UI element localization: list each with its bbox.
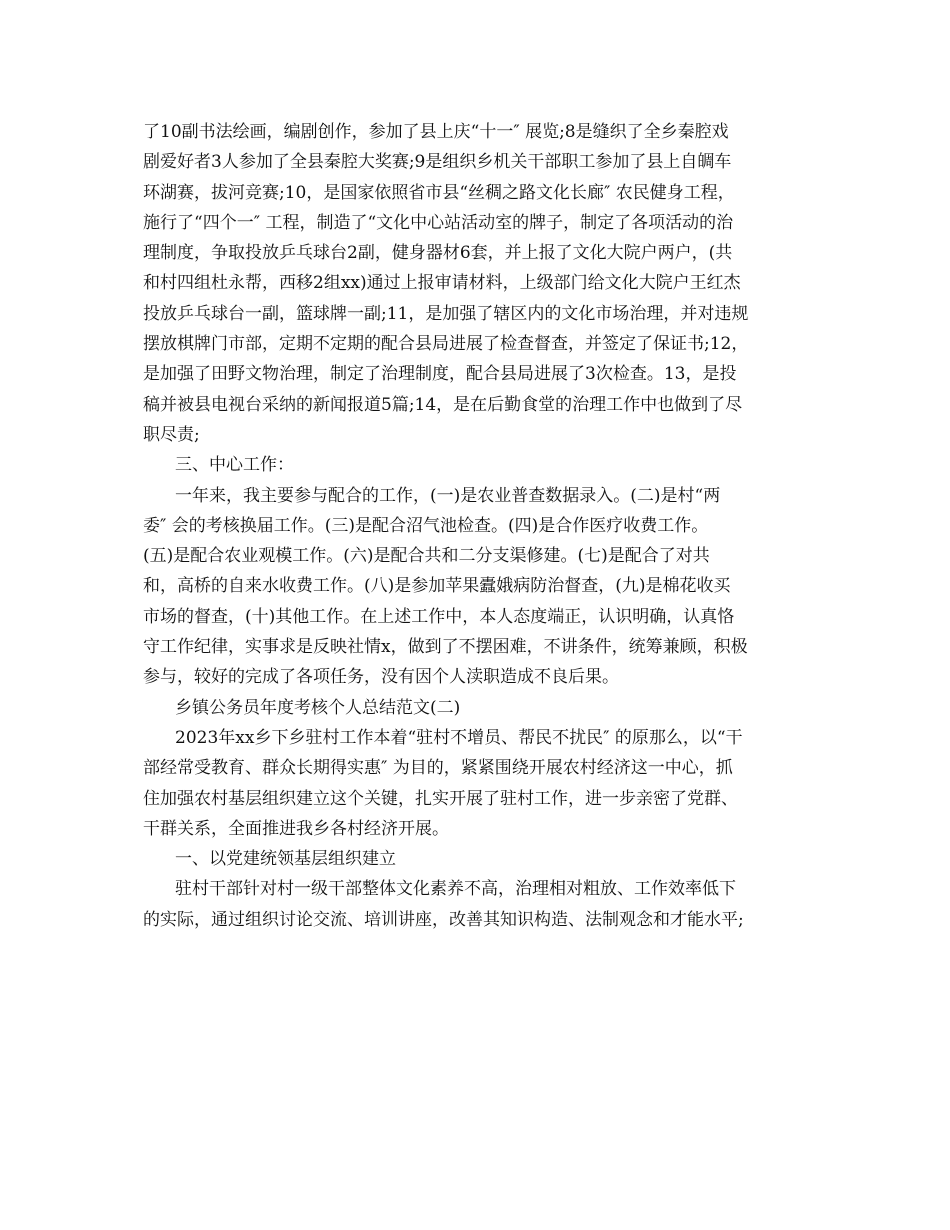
text-line: 一年来，我主要参与配合的工作，(一)是农业普查数据录入。(二)是村“两 bbox=[175, 485, 721, 506]
text-line: 投放乒乓球台一副，篮球牌一副;11，是加强了辖区内的文化市场治理，并对违规 bbox=[143, 303, 749, 324]
text-line: (五)是配合农业观模工作。(六)是配合共和二分支渠修建。(七)是配合了对共 bbox=[143, 546, 710, 567]
section-heading: 三、中心工作： bbox=[175, 455, 294, 476]
text-line: 是加强了田野文物治理，制定了治理制度，配合县局进展了3次检查。13，是投 bbox=[143, 364, 737, 385]
article-title: 乡镇公务员年度考核个人总结范文(二) bbox=[175, 697, 461, 718]
text-line: 和村四组杜永帮，西移2组xx)通过上报审请材料，上级部门给文化大院户王红杰 bbox=[143, 273, 741, 294]
text-line: 2023年xx乡下乡驻村工作本着“驻村不增员、帮民不扰民″ 的原那么，以“干 bbox=[175, 727, 743, 748]
text-line: 摆放棋牌门市部，定期不定期的配合县局进展了检查督查，并签定了保证书;12， bbox=[143, 334, 749, 355]
text-line: 理制度，争取投放乒乓球台2副，健身器材6套，并上报了文化大院户两户，(共 bbox=[143, 243, 733, 264]
text-line: 施行了“四个一″ 工程，制造了“文化中心站活动室的牌子，制定了各项活动的治 bbox=[143, 212, 734, 233]
text-line: 和，高桥的自来水收费工作。(八)是参加苹果蠹娥病防治督查，(九)是棉花收买 bbox=[143, 576, 731, 597]
text-line: 稿并被县电视台采纳的新闻报道5篇;14，是在后勤食堂的治理工作中也做到了尽 bbox=[143, 394, 743, 415]
text-line: 了10副书法绘画，编剧创作，参加了县上庆“十一″ 展览;8是缝织了全乡秦腔戏 bbox=[143, 122, 729, 142]
text-line: 驻村干部针对村一级干部整体文化素养不高，治理相对粗放、工作效率低下 bbox=[175, 879, 736, 900]
section-heading: 一、以党建统领基层组织建立 bbox=[175, 849, 396, 870]
text-line: 参与，较好的完成了各项任务，没有因个人渎职造成不良后果。 bbox=[143, 667, 619, 688]
text-line: 委″ 会的考核换届工作。(三)是配合沼气池检查。(四)是合作医疗收费工作。 bbox=[143, 515, 709, 536]
text-line: 住加强农村基层组织建立这个关键，扎实开展了驻村工作，进一步亲密了党群、 bbox=[143, 788, 738, 809]
text-line: 剧爱好者3人参加了全县秦腔大奖赛;9是组织乡机关干部职工参加了县上自皗车 bbox=[143, 152, 732, 173]
document-body bbox=[143, 117, 811, 935]
text-line: 守工作纪律，实事求是反映社情x，做到了不摆困难，不讲条件，统筹兼顾，积极 bbox=[143, 637, 748, 658]
text-line: 职尽责; bbox=[143, 424, 200, 445]
text-line: 干群关系，全面推进我乡各村经济开展。 bbox=[143, 818, 449, 839]
text-line: 环湖赛，拔河竞赛;10，是国家依照省市县“丝稠之路文化长廊″ 农民健身工程， bbox=[143, 182, 735, 203]
text-line: 的实际，通过组织讨论交流、培训讲座，改善其知识构造、法制观念和才能水平; bbox=[143, 909, 744, 930]
text-line: 市场的督查，(十)其他工作。在上述工作中，本人态度端正，认识明确，认真恪 bbox=[143, 606, 735, 627]
text-line: 部经常受教育、群众长期得实惠″ 为目的，紧紧围绕开展农村经济这一中心，抓 bbox=[143, 758, 733, 779]
